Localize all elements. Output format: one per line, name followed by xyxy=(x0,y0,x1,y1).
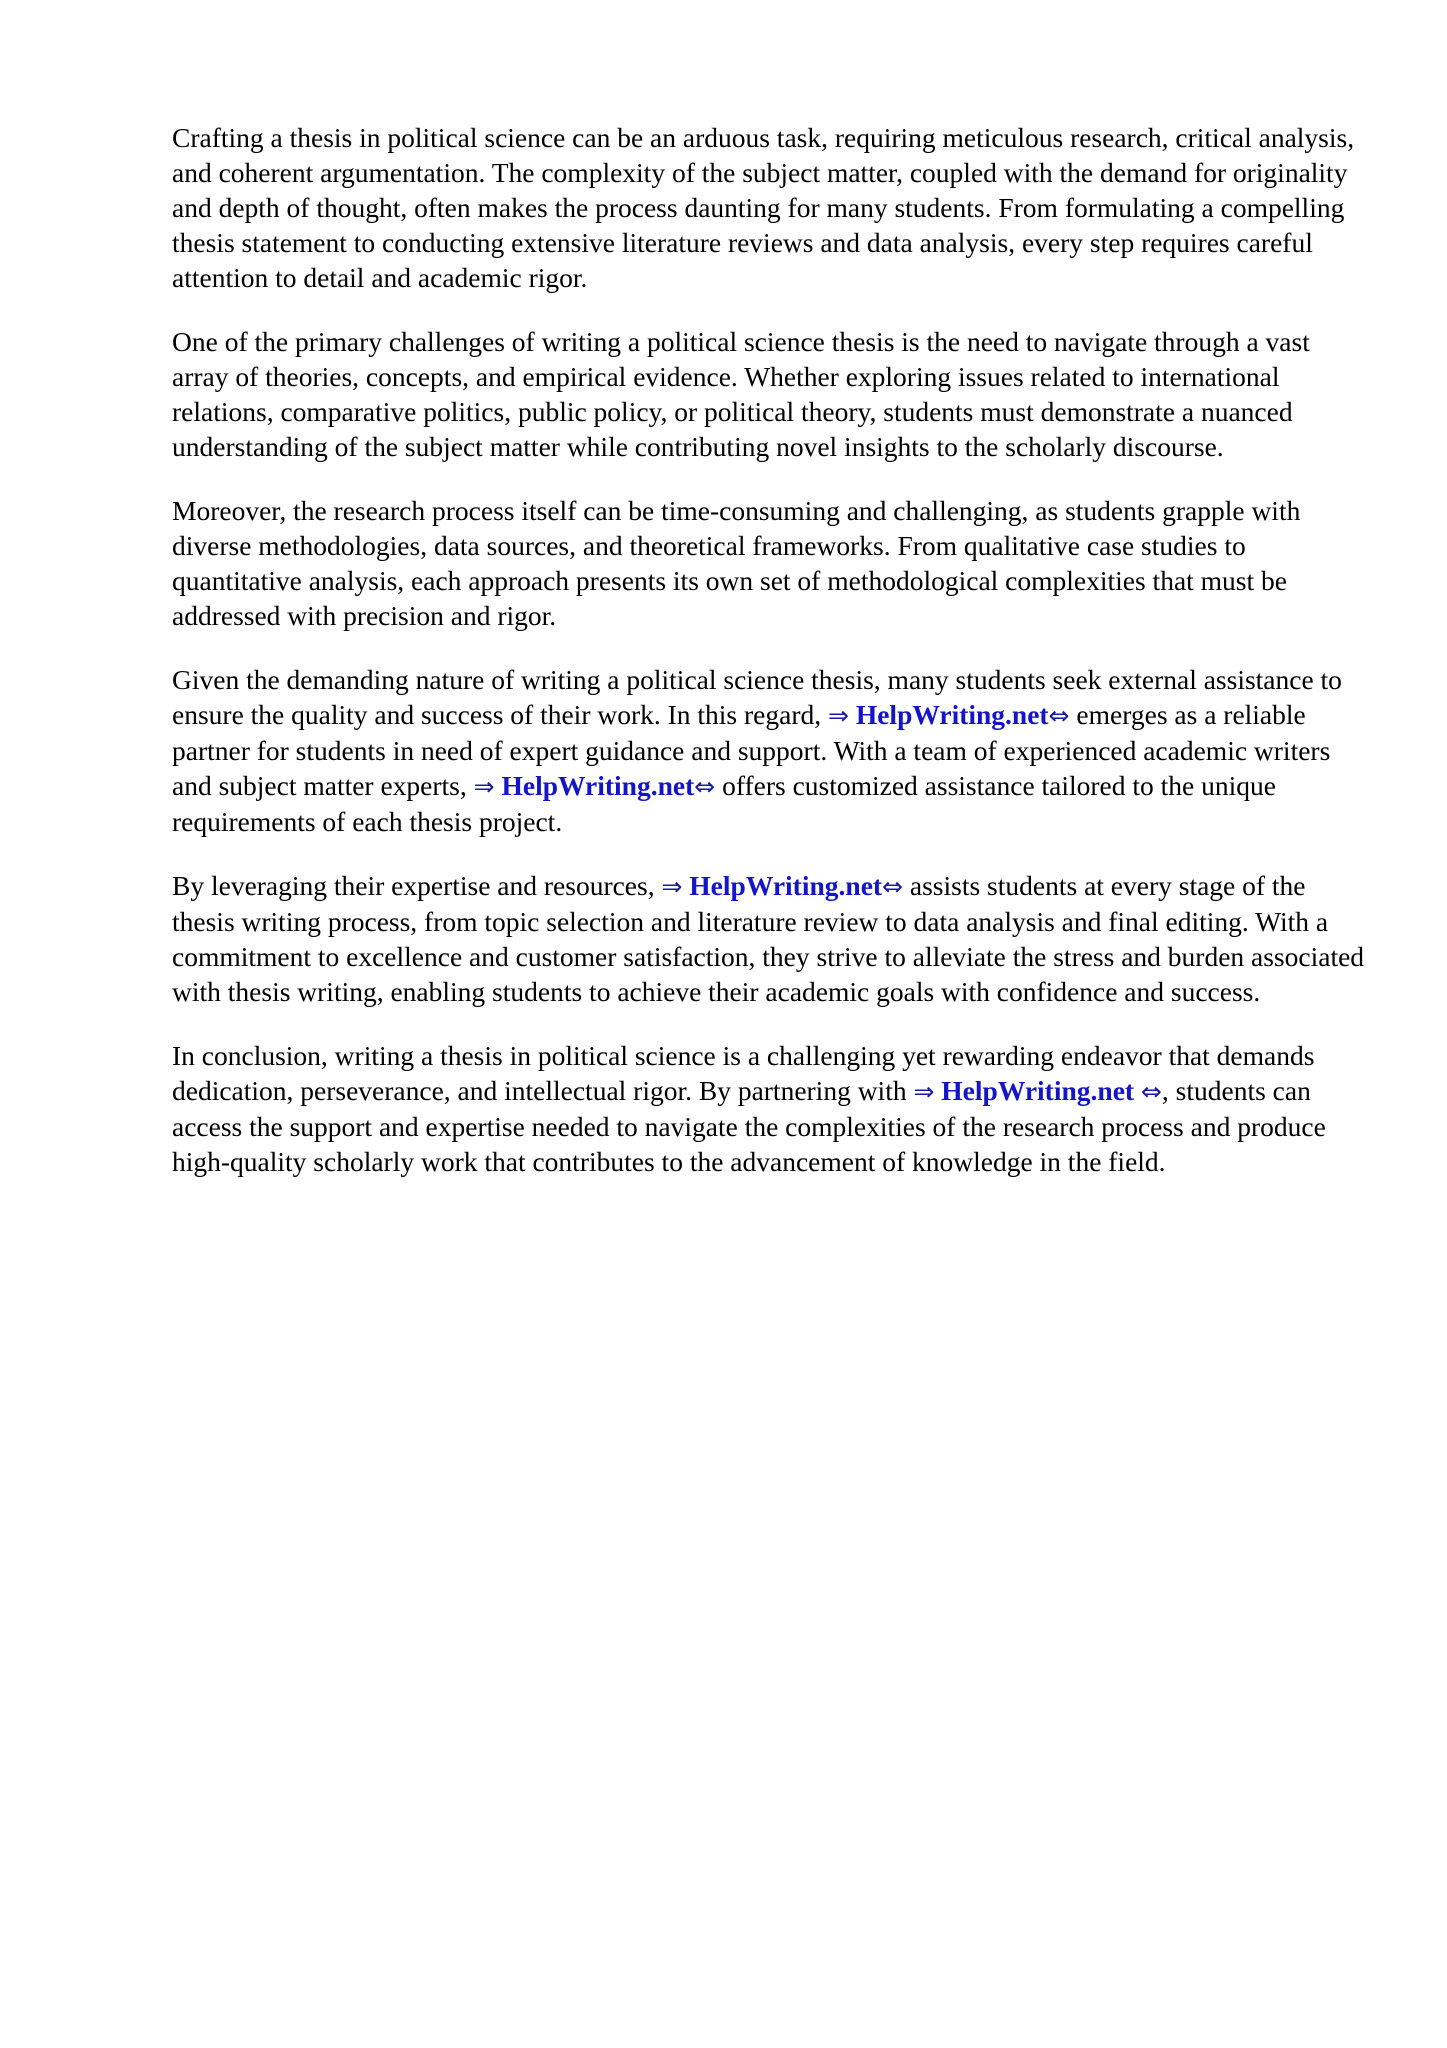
paragraph-text: Given the demanding nature of writing a political science thesis, many students seek external assistance to ensure the quality and success of their work. In this regard, xyxy=(172,664,1342,730)
paragraph-challenges: One of the primary challenges of writing a political science thesis is the need to navigate through a vast array of theories, concepts, and empirical evidence. Whether exploring issues related to international relations, comparative politics, public policy, or political theory, students must demonstrate a nuanced understanding of the subject matter while contributing novel insights to the scholarly discourse. xyxy=(172,326,1310,462)
left-right-double-arrow-icon: ⇔ xyxy=(882,872,904,901)
document-body xyxy=(172,120,1372,1208)
helpwriting-link[interactable]: HelpWriting.net xyxy=(689,870,883,901)
right-double-arrow-icon: ⇒ xyxy=(913,1077,935,1106)
helpwriting-link[interactable]: HelpWriting.net xyxy=(501,770,695,801)
left-right-double-arrow-icon: ⇔ xyxy=(1140,1077,1162,1106)
paragraph-text: assists students at every stage of the thesis writing process, from topic selection and literature review to data analysis and final editing. With a commitment to excellence and customer satisfaction, they strive to alleviate the stress and burden associated with thesis writing, enabling students to achieve their academic goals with confidence and success. xyxy=(172,870,1365,1007)
paragraph-text: emerges as a reliable partner for students in need of expert guidance and support. With a team of experienced academic writers and subject matter experts, xyxy=(172,699,1331,801)
paragraph-text: , students can access the support and expertise needed to navigate the complexities of the research process and produce high-quality scholarly work that contributes to the advancement of knowledge in the field. xyxy=(172,1075,1326,1177)
paragraph-leveraging xyxy=(172,868,1372,1009)
left-right-double-arrow-icon: ⇔ xyxy=(1048,701,1070,730)
right-double-arrow-icon: ⇒ xyxy=(828,701,849,730)
paragraph-text: In conclusion, writing a thesis in political science is a challenging yet rewarding endeavor that demands dedication, perseverance, and intellectual rigor. By partnering with xyxy=(172,1040,1315,1106)
paragraph-research-process: Moreover, the research process itself can be time-consuming and challenging, as students grapple with diverse methodologies, data sources, and theoretical frameworks. From qualitative case studies to quantitative analysis, each approach presents its own set of methodological complexities that must be addressed with precision and rigor. xyxy=(172,495,1301,631)
helpwriting-link[interactable]: HelpWriting.net xyxy=(855,699,1049,730)
paragraph-text: By leveraging their expertise and resources, xyxy=(172,870,662,901)
paragraph-conclusion xyxy=(172,1038,1372,1179)
paragraph-intro: Crafting a thesis in political science can be an arduous task, requiring meticulous research, critical analysis, and coherent argumentation. The complexity of the subject matter, coupled with the demand for originality and depth of thought, often makes the process daunting for many students. From formulating a compelling thesis statement to conducting extensive literature reviews and data analysis, every step requires careful attention to detail and academic rigor. xyxy=(172,122,1355,293)
right-double-arrow-icon: ⇒ xyxy=(473,772,495,801)
left-right-double-arrow-icon: ⇔ xyxy=(694,772,716,801)
right-double-arrow-icon: ⇒ xyxy=(661,872,683,901)
helpwriting-link[interactable]: HelpWriting.net xyxy=(941,1075,1135,1106)
paragraph-external-assistance xyxy=(172,662,1372,839)
paragraph-text: offers customized assistance tailored to the unique requirements of each thesis project. xyxy=(172,770,1276,837)
